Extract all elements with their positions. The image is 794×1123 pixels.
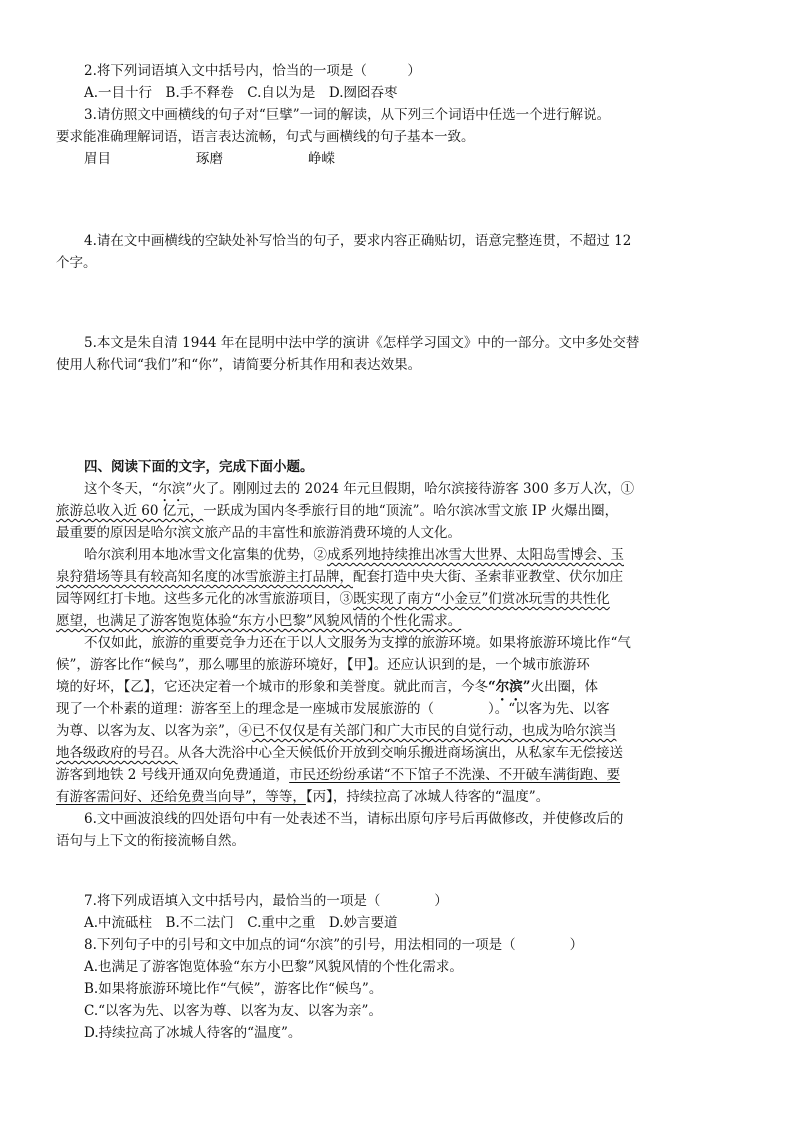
q6-line-1: 6.文中画波浪线的四处语句中有一处表述不当，请标出原句序号后再做修改，并使修改后的 bbox=[84, 811, 624, 827]
q5-line-2: 使用人称代词“我们”和“你”，请简要分析其作用和表达效果。 bbox=[56, 357, 422, 373]
text: 境的好坏，【乙】，它还决定着一个城市的形象和美誉度。就此而言，今冬 bbox=[56, 679, 488, 695]
q8-stem: 8.下列句子中的引号和文中加点的词“尔滨”的引号，用法相同的一项是（ ） bbox=[84, 937, 584, 953]
passage-line bbox=[56, 720, 616, 742]
text: 这个冬天， bbox=[84, 481, 152, 497]
q3-word-1: 眉目 bbox=[84, 151, 111, 167]
passage-line bbox=[84, 544, 624, 566]
q3-word-2: 琢磨 bbox=[196, 151, 223, 167]
wavy-sentence-3: 既实现了南方“小金豆”们赏冰玩雪的共性化 bbox=[353, 591, 610, 607]
underlined-sentence-cont: 有游客需问好、还给免费当向导”，等等， bbox=[56, 789, 306, 805]
wavy-sentence-3-cont: 愿望，也满足了游客饱览体验“东方小巴黎”风貌风情的个性化需求。 bbox=[56, 613, 462, 629]
q6-line-2: 语句与上下文的衔接流畅自然。 bbox=[56, 833, 245, 849]
text: 哈尔滨利用本地冰雪文化富集的优势，② bbox=[84, 547, 327, 563]
text: 为尊、以客为友、以客为亲”，④ bbox=[56, 723, 252, 739]
wavy-sentence-2: 成系列地持续推出冰雪大世界、太阳岛雪博会、玉 bbox=[327, 547, 624, 563]
passage-line: 现了一个朴素的道理：游客至上的理念是一座城市发展旅游的（ ）。“以客为先、以客 bbox=[56, 701, 610, 717]
text: 配套打造中央大街、圣索菲亚教堂、伏尔加庄 bbox=[353, 569, 623, 585]
passage-line bbox=[56, 588, 610, 610]
passage-line bbox=[56, 764, 620, 786]
dotted-word: “尔滨” bbox=[488, 679, 531, 695]
passage-line bbox=[56, 610, 461, 632]
passage-line bbox=[56, 786, 549, 808]
q5-line-1: 5.本文是朱自清 1944 年在昆明中法中学的演讲《怎样学习国文》中的一部分。文中多处交替 bbox=[84, 335, 640, 351]
q3-word-3: 峥嵘 bbox=[308, 151, 335, 167]
wavy-sentence-1: 旅游总收入近 60 亿元， bbox=[56, 503, 204, 519]
section-4-title: 四、阅读下面的文字，完成下面小题。 bbox=[84, 459, 314, 475]
text: 火出圈，体 bbox=[530, 679, 599, 695]
passage-line bbox=[56, 566, 623, 588]
passage-line bbox=[56, 500, 618, 522]
text: 从各大洗浴中心全天候低价开放到交响乐搬进商场演出，从私家车无偿接送 bbox=[177, 745, 623, 761]
wavy-sentence-4-cont: 地各级政府的号召。 bbox=[56, 745, 178, 761]
q4-line-1: 4.请在文中画横线的空缺处补写恰当的句子，要求内容正确贴切，语意完整连贯，不超过 12 bbox=[84, 233, 632, 249]
q8-option-b: B.如果将旅游环境比作“气候”，游客比作“候鸟”。 bbox=[84, 981, 383, 997]
passage-line: 最重要的原因是哈尔滨文旅产品的丰富性和旅游消费环境的人文化。 bbox=[56, 525, 461, 541]
text: 火了。刚刚过去的 2024 年元旦假期，哈尔滨接待游客 300 多万人次，① bbox=[192, 481, 635, 497]
text: 游客到地铁 2 号线开通双向免费通道， bbox=[56, 767, 290, 783]
text: 一跃成为国内冬季旅行目的地“顶流”。哈尔滨冰雪文旅 IP 火爆出圈， bbox=[203, 503, 619, 519]
dotted-word: “尔滨” bbox=[151, 481, 193, 497]
q8-option-a: A.也满足了游客饱览体验“东方小巴黎”风貌风情的个性化需求。 bbox=[84, 959, 463, 975]
q8-option-c: C.“以客为先、以客为尊、以客为友、以客为亲”。 bbox=[84, 1003, 382, 1019]
passage-line: 候”，游客比作“候鸟”，那么哪里的旅游环境好，【甲】。还应认识到的是，一个城市旅游环 bbox=[56, 657, 590, 673]
wavy-sentence-2-cont: 泉狩猎场等具有较高知名度的冰雪旅游主打品牌， bbox=[56, 569, 353, 585]
passage-line: 不仅如此，旅游的重要竞争力还在于以人文服务为支撑的旅游环境。如果将旅游环境比作“气 bbox=[84, 635, 631, 651]
q3-stem: 3.请仿照文中画横线的句子对“巨擘”一词的解读，从下列三个词语中任选一个进行解说。 bbox=[84, 107, 611, 123]
q3-stem-continued: 要求能准确理解词语，语言表达流畅，句式与画横线的句子基本一致。 bbox=[56, 129, 475, 145]
text: 【丙】，持续拉高了冰城人待客的“温度”。 bbox=[305, 789, 550, 805]
wavy-sentence-4: 已不仅仅是有关部门和广大市民的自觉行动，也成为哈尔滨当 bbox=[251, 723, 617, 739]
q2-options: A.一目十行 B.手不释卷 C.自以为是 D.囫囵吞枣 bbox=[84, 85, 398, 101]
q8-option-d: D.持续拉高了冰城人待客的“温度”。 bbox=[84, 1025, 302, 1041]
q7-stem: 7.将下列成语填入文中括号内，最恰当的一项是（ ） bbox=[84, 893, 448, 909]
q7-options: A.中流砥柱 B.不二法门 C.重中之重 D.妙言要道 bbox=[84, 915, 398, 931]
q2-stem: 2.将下列词语填入文中括号内，恰当的一项是（ ） bbox=[84, 63, 421, 79]
text: 园等网红打卡地。这些多元化的冰雪旅游项目，③ bbox=[56, 591, 353, 607]
q4-line-2: 个字。 bbox=[56, 255, 97, 271]
passage-line bbox=[56, 742, 623, 764]
underlined-sentence: 市民还纷纷承诺“不下馆子不洗澡、不开破车满街跑、要 bbox=[289, 767, 621, 783]
